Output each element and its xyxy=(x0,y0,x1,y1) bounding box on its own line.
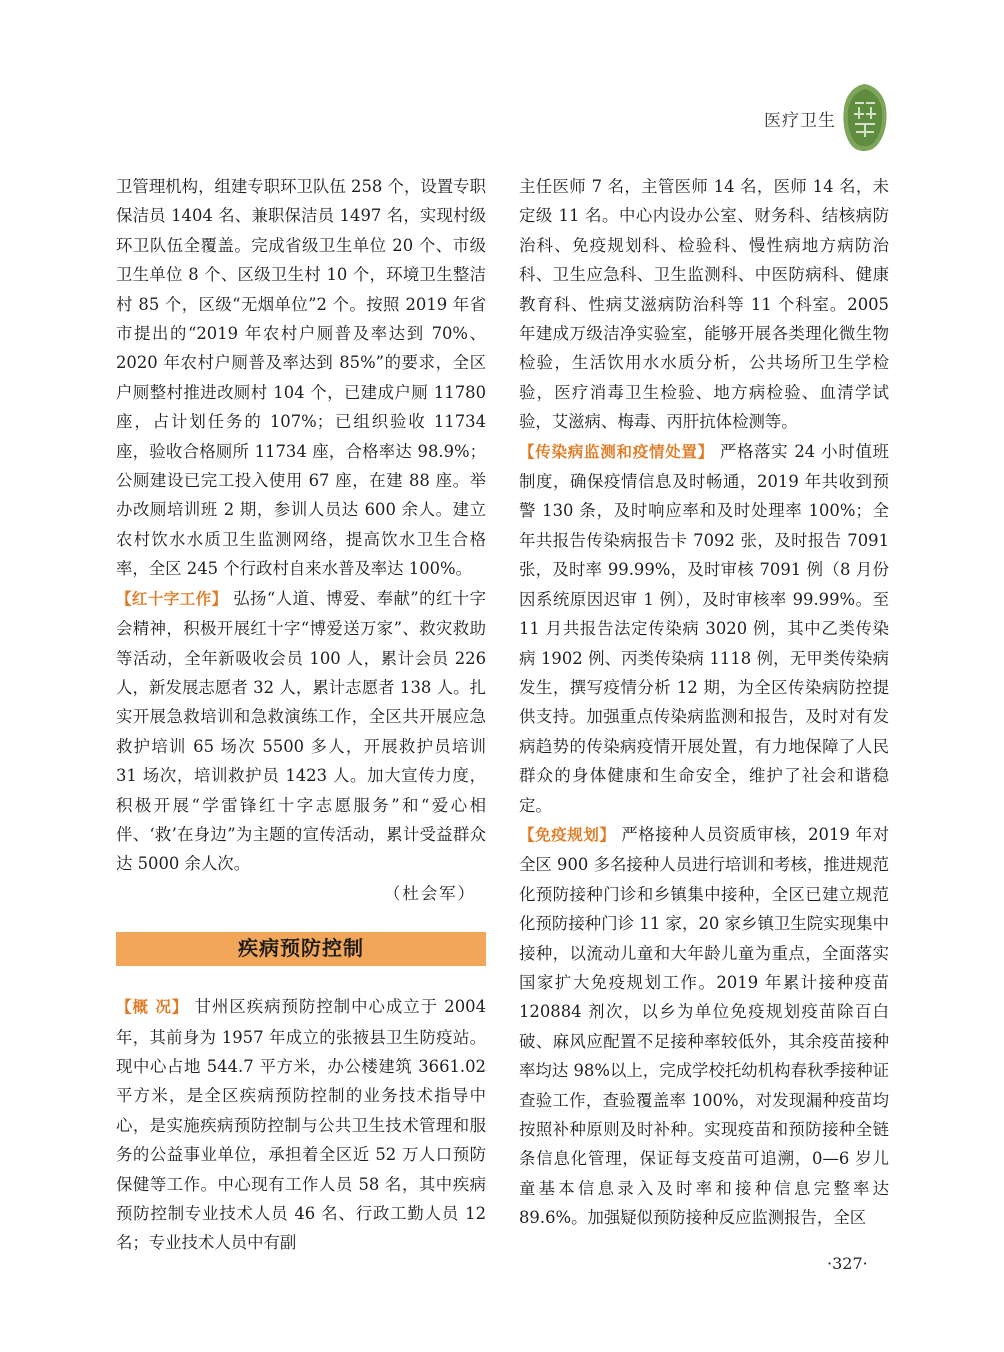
epidemic-text: 严格落实 24 小时值班制度，确保疫情信息及时畅通，2019 年共收到预警 130 条，及时响应率和及时处理率 100%；全年共报告传染病报告卡 7092 张，及时报告 7091 张，及时率 99.99%，及时审核 7091 例（8 月份因系统原因迟审 1 例），及时审核率 99.99%。至 11 月共报告法定传染病 3020 例，其中乙类传染病 1902 例、丙类传染病 1118 例，无甲类传染病发生，撰写疫情分析 12 期，为全区传染病防控提供支持。加强重点传染病监测和报告，及时对有发病趋势的传染病疫情开展处置，有力地保障了人民群众的身体健康和生命安全，维护了社会和谐稳定。 xyxy=(519,441,889,815)
overview-paragraph xyxy=(116,992,486,1258)
page-header xyxy=(698,82,888,152)
overview-text: 甘州区疾病预防控制中心成立于 2004 年，其前身为 1957 年成立的张掖县卫生防疫站。现中心占地 544.7 平方米，办公楼建筑 3661.02 平方米，是全区疾病预防控制的业务技术指导中心，是实施疾病预防控制与公共卫生技术管理和服务的公益事业单位，承担着全区近 52 万人口预防保健等工作。中心现有工作人员 58 名，其中疾病预防控制专业技术人员 46 名、行政工勤人员 12 名；专业技术人员中有副 xyxy=(116,997,486,1253)
overview-heading: 【概 况】 xyxy=(116,998,189,1017)
section-title: 疾病预防控制 xyxy=(238,936,364,961)
immunization-paragraph xyxy=(519,820,889,1233)
immunization-text: 严格接种人员资质审核，2019 年对全区 900 多名接种人员进行培训和考核，推进规范化预防接种门诊和乡镇集中接种，全区已建立规范化预防接种门诊 11 家，20 家乡镇卫生院实现集中接种，以流动儿童和大年龄儿童为重点，全面落实国家扩大免疫规划工作。2019 年累计接种疫苗 120884 剂次，以乡为单位免疫规划疫苗除百白破、麻风应配置不足接种率较低外，其余疫苗接种率均达 98%以上，完成学校托幼机构春秋季接种证查验工作，查验覆盖率 100%，对发现漏种疫苗均按照补种原则及时补种。实现疫苗和预防接种全链条信息化管理，保证每支疫苗可追溯，0—6 岁儿童基本信息录入及时率和接种信息完整率达 89.6%。加强疑似预防接种反应监测报告，全区 xyxy=(519,824,889,1228)
staff-paragraph: 主任医师 7 名，主管医师 14 名，医师 14 名，未定级 11 名。中心内设办公室、财务科、结核病防治科、免疫规划科、检验科、慢性病地方病防治科、卫生应急科、卫生监测科、中医防病科、健康教育科、性病艾滋病防治科等 11 个科室。2005 年建成万级洁净实验室，能够开展各类理化微生物检验，生活饮用水水质分析，公共场所卫生学检验，医疗消毒卫生检验、地方病检验、血清学试验，艾滋病、梅毒、丙肝抗体检测等。 xyxy=(519,177,889,432)
header-title: 医疗卫生 xyxy=(764,111,836,131)
section-title-bar xyxy=(116,932,486,966)
redcross-paragraph xyxy=(116,584,486,879)
right-column xyxy=(519,172,889,1233)
immunization-heading: 【免疫规划】 xyxy=(519,825,616,844)
page-number: ·327· xyxy=(827,1254,868,1273)
redcross-heading: 【红十字工作】 xyxy=(116,589,228,608)
seal-stamp-icon xyxy=(842,82,888,152)
author-credit: （杜会军） xyxy=(384,883,476,903)
sanitation-paragraph: 卫管理机构，组建专职环卫队伍 258 个，设置专职保洁员 1404 名、兼职保洁员 1497 名，实现村级环卫队伍全覆盖。完成省级卫生单位 20 个、市级卫生单位 8 个、区级卫生村 10 个，环境卫生整洁村 85 个，区级“无烟单位”2 个。按照 2019 年省市提出的“2019 年农村户厕普及率达到 70%、2020 年农村户厕普及率达到 85%”的要求，全区户厕整村推进改厕村 104 个，已建成户厕 11780 座，占计划任务的 107%；已组织验收 11734 座，验收合格厕所 11734 座，合格率达 98.9%；公厕建设已完工投入使用 67 座，在建 88 座。举办改厕培训班 2 期，参训人员达 600 余人。建立农村饮水水质卫生监测网络，提高饮水卫生合格率，全区 245 个行政村自来水普及率达 100%。 xyxy=(116,177,486,579)
epidemic-heading: 【传染病监测和疫情处置】 xyxy=(519,442,714,461)
epidemic-paragraph xyxy=(519,437,889,820)
left-column xyxy=(116,172,486,1258)
redcross-text: 弘扬“人道、博爱、奉献”的红十字会精神，积极开展红十字“博爱送万家”、救灾救助等活动，全年新吸收会员 100 人，累计会员 226 人，新发展志愿者 32 人，累计志愿者 138 人。扎实开展急救培训和急救演练工作，全区共开展应急救护培训 65 场次 5500 多人，开展救护员培训 31 场次，培训救护员 1423 人。加大宣传力度，积极开展“学雷锋红十字志愿服务”和“爱心相伴、‘救’在身边”为主题的宣传活动，累计受益群众达 5000 余人次。 xyxy=(116,588,486,874)
